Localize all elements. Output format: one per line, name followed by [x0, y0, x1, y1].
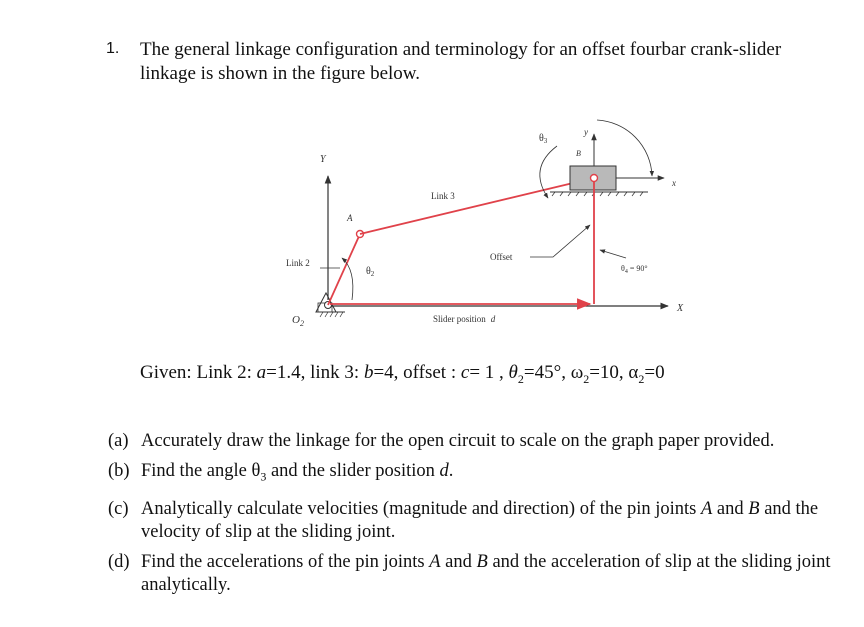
theta2-arc — [342, 258, 353, 300]
given-omega-sub: 2 — [583, 371, 590, 386]
part-c-label: (c) — [108, 498, 129, 519]
part-d-text-2: and — [440, 551, 477, 572]
local-y-label: y — [584, 127, 588, 137]
part-b — [108, 460, 848, 489]
given-theta-sub: 2 — [517, 371, 524, 386]
given-c-var: c — [460, 362, 470, 383]
y-axis-label: Y — [320, 154, 326, 165]
part-a-text: Accurately draw the linkage for the open circuit to scale on the graph paper provided. — [141, 431, 775, 451]
given-omega-val: =10, α — [589, 362, 639, 383]
given-a-var: a — [256, 362, 267, 383]
given-a-val: =1.4, link 3: — [266, 362, 364, 383]
part-c-text-3: and the velocity of slip at the sliding joint. — [141, 498, 819, 542]
question-parts — [108, 430, 848, 606]
part-d-text-1: Find the accelerations of the pin joints — [141, 551, 430, 572]
x-axis-label: X — [677, 303, 684, 314]
link-2-label: Link 2 — [286, 258, 310, 268]
given-alpha-sub: 2 — [638, 371, 645, 386]
part-c-text-1: Analytically calculate velocities (magnitude and direction) of the pin joints — [141, 498, 701, 519]
part-c-text-2: and — [712, 498, 749, 519]
origin-label: $O_2$ — [292, 314, 304, 328]
part-b-theta-sub: 3 — [260, 469, 267, 484]
given-values — [140, 362, 665, 387]
part-a-label: (a) — [108, 431, 129, 451]
ground-pivot-o2 — [316, 293, 345, 317]
link-2 — [328, 234, 360, 305]
given-theta-val: =45°, ω — [523, 362, 584, 383]
slider-position-label: Slider position d — [433, 314, 496, 324]
pin-b-label: B — [576, 149, 581, 158]
part-d-label: (d) — [108, 551, 130, 572]
part-b-text-2: and the slider position — [266, 461, 440, 481]
question-number: 1. — [106, 40, 120, 57]
offset-leader — [530, 225, 590, 257]
theta3-label: $\theta_3$ — [539, 133, 548, 145]
slider-ground-rail — [550, 192, 648, 196]
theta4-label: $\theta_4 = 90^\circ$ — [621, 264, 648, 275]
part-d-text-3: and the acceleration of slip at the sliding joint analytically. — [141, 551, 831, 595]
part-c — [108, 498, 848, 544]
given-prefix: Given: Link 2: — [140, 362, 257, 383]
question-text: The general linkage configuration and terminology for an offset fourbar crank-slider linkage is shown in the figure below. — [140, 39, 782, 84]
link-3-label: Link 3 — [431, 191, 455, 201]
theta2-label: $\theta_2$ — [366, 266, 375, 278]
part-d-var-b: B — [476, 551, 488, 572]
offset-label: Offset — [490, 252, 513, 262]
given-theta: θ — [508, 362, 518, 383]
local-x-label: x — [672, 178, 676, 188]
part-b-var-d: d — [439, 461, 449, 481]
part-d-var-a: A — [429, 551, 441, 572]
given-b-var: b — [363, 362, 374, 383]
part-b-text-3: . — [448, 461, 454, 481]
part-c-var-b: B — [748, 498, 760, 519]
pin-a-label: A — [347, 213, 353, 223]
part-b-label: (b) — [108, 461, 130, 481]
part-b-text-1: Find the angle θ — [141, 461, 261, 481]
part-d — [108, 551, 848, 597]
theta4-leader — [600, 250, 626, 258]
given-alpha-val: =0 — [644, 362, 665, 383]
pin-b — [591, 175, 598, 182]
given-c-val: = 1 , — [469, 362, 509, 383]
given-b-val: =4, offset : — [373, 362, 461, 383]
link-3 — [360, 178, 594, 234]
part-a — [108, 430, 848, 453]
part-c-var-a: A — [700, 498, 713, 519]
